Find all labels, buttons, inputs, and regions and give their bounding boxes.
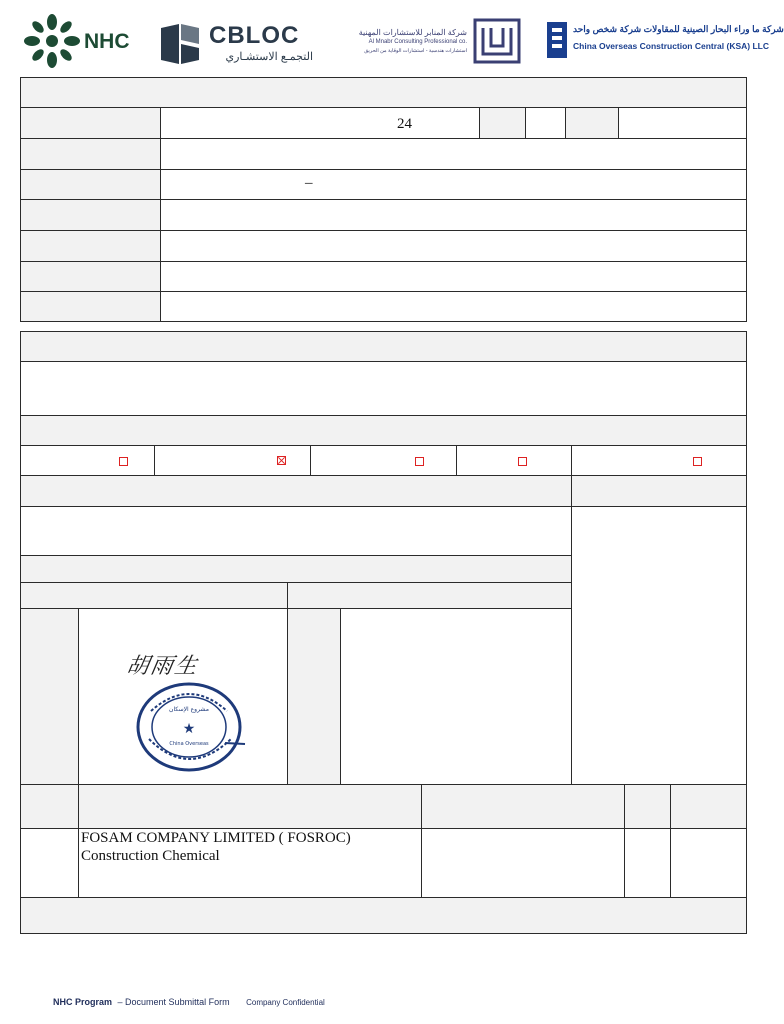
almnabr-kufic-icon [473,18,521,64]
info-label-3 [565,107,619,139]
almnabr-logo [345,18,535,64]
comments-box[interactable] [20,506,572,556]
signatures-header [20,555,572,583]
review-status-header [20,415,747,446]
info-label-4 [20,138,161,170]
consultant-signature-header [287,582,572,609]
info-value-6[interactable] [160,199,747,231]
supplier-header-4 [624,784,671,829]
status-option-4[interactable] [456,445,572,476]
info-label-8 [20,261,161,292]
contractor-signature-box [78,608,288,785]
info-label-9 [20,291,161,322]
handwritten-signature: 胡雨生 [124,654,201,679]
supplier-row-name[interactable] [78,828,422,898]
info-dash: – [305,175,313,191]
info-value-9[interactable] [160,291,747,322]
info-value-7[interactable] [160,230,747,262]
cscec-logo [547,22,784,62]
svg-text:مشروع الإسكان: مشروع الإسكان [169,706,209,713]
info-value-1[interactable] [160,107,480,139]
page-footer [53,997,325,1007]
stamp-box [571,506,747,785]
supplier-row-5[interactable] [670,828,747,898]
info-label-1 [20,107,161,139]
comments-header [20,475,572,507]
supplier-header-no [20,784,79,829]
info-value-3[interactable] [618,107,747,139]
cscec-mark-icon [547,22,567,58]
footer-form: – Document Submittal Form [117,997,230,1007]
svg-text:★: ★ [182,721,196,737]
info-value-4[interactable] [160,138,747,170]
stamp-header [571,475,747,507]
cbloc-logo [157,22,317,66]
supplier-header-name [78,784,422,829]
cscec-english: China Overseas Construction Central (KSA) LLC [573,41,770,51]
nhc-logo [24,14,144,68]
info-label-2 [479,107,526,139]
svg-text:China Overseas: China Overseas [169,741,209,747]
info-label-6 [20,199,161,231]
nhc-logo-text: NHC [84,30,130,53]
supplier-row-3[interactable] [421,828,625,898]
status-checkbox-2-checked[interactable] [277,456,286,465]
info-value-8[interactable] [160,261,747,292]
status-checkbox-4[interactable] [518,457,527,466]
supplier-row-4[interactable] [624,828,671,898]
info-value-2[interactable] [525,107,566,139]
almnabr-arabic: شركة المنابر للاستشارات المهنية [358,28,467,37]
cbloc-mark-icon [157,22,201,66]
info-value-24: 24 [397,116,412,132]
info-value-5[interactable] [160,169,747,200]
almnabr-english: Al Mnabr Consulting Professional co. [368,39,467,45]
status-option-2[interactable] [154,445,311,476]
consultant-signature-box [340,608,572,785]
nhc-leaf-icon [24,14,80,68]
document-info-header [20,77,747,108]
status-checkbox-5[interactable] [693,457,702,466]
footer-confidential: Company Confidential [246,998,325,1007]
review-header [20,331,747,362]
supplier-name-line1: FOSAM COMPANY LIMITED ( FOSROC) [81,830,351,846]
footer-program: NHC Program [53,997,113,1007]
cbloc-logo-text: CBLOC [209,22,300,49]
final-remarks-box [20,897,747,934]
status-option-3[interactable] [310,445,457,476]
status-checkbox-1[interactable] [119,457,128,466]
contractor-signature-header [20,582,288,609]
almnabr-sub: استشارات هندسية - استشارات الوقاية من الحريق [364,48,467,54]
status-option-5[interactable] [571,445,747,476]
supplier-name-line2: Construction Chemical [81,848,220,864]
cscec-arabic: شركة ما وراء البحار الصينية للمقاولات شركة شخص واحد [573,24,784,34]
contractor-signature-label [20,608,79,785]
status-checkbox-3[interactable] [415,457,424,466]
info-label-7 [20,230,161,262]
supplier-row-no [20,828,79,898]
info-label-5 [20,169,161,200]
cbloc-logo-arabic: التجمـع الاستشـاري [225,51,313,63]
status-option-1[interactable] [20,445,155,476]
supplier-header-3 [421,784,625,829]
consultant-signature-label [287,608,341,785]
review-description-box[interactable] [20,361,747,416]
supplier-header-5 [670,784,747,829]
company-stamp-icon [135,681,247,773]
